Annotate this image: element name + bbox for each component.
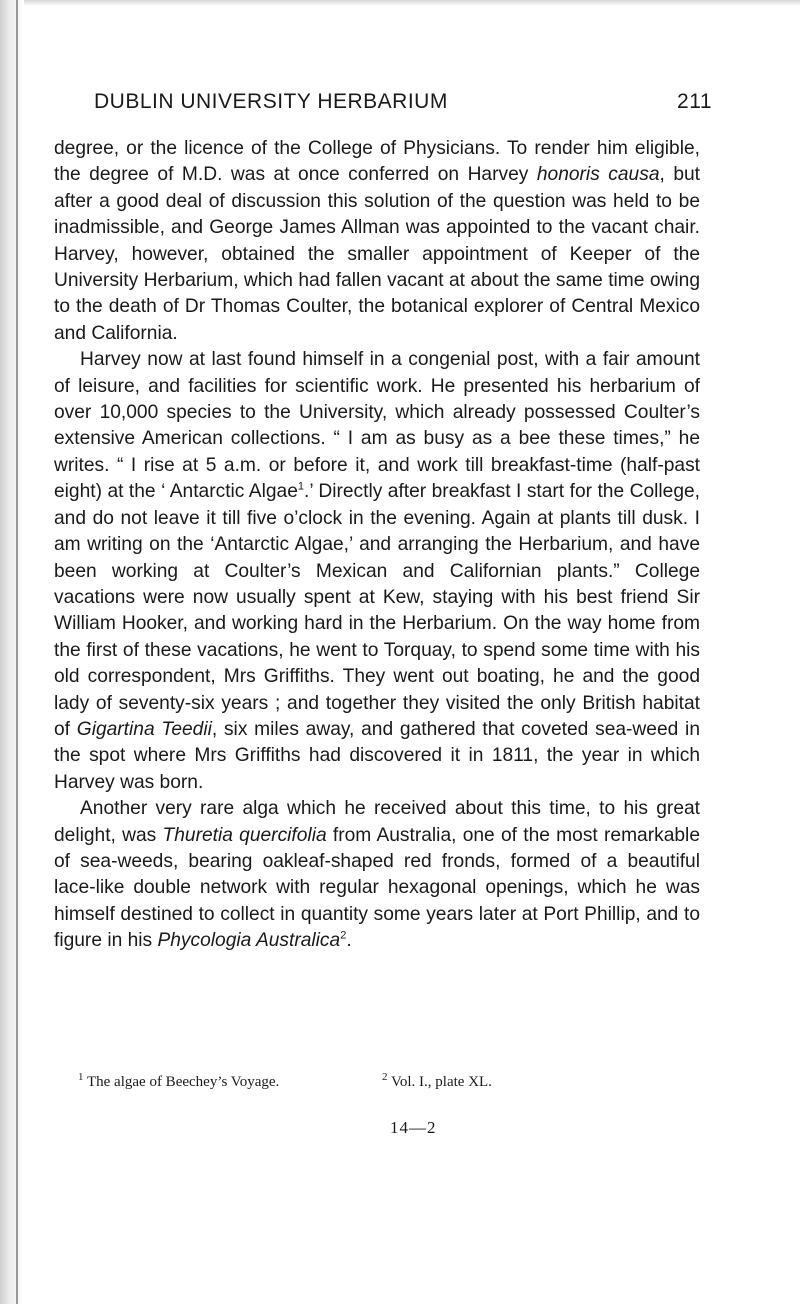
footnote-reference: 2 (340, 929, 347, 942)
footnote-reference: 1 (297, 480, 304, 493)
italic-term: Gigartina Teedii (76, 718, 212, 740)
footnote-text: The algae of Beechey’s Voyage. (83, 1074, 280, 1090)
binding-edge-line (16, 0, 18, 1304)
page-number: 211 (677, 90, 712, 113)
text-run: , six miles away, and gathered that coveted sea-weed in the spot where Mrs Griffiths had discovered it in 1811, the year in which Harvey was born. (54, 718, 700, 793)
footnote-marker: 1 (78, 1071, 84, 1083)
running-title: DUBLIN UNIVERSITY HERBARIUM (94, 90, 448, 113)
paragraph-3 (54, 796, 700, 954)
text-run: degree, or the licence of the College of Physicians. To render him eligible, the degree of M.D. was at once conferred on Harvey (54, 138, 700, 186)
footnote-marker: 2 (382, 1071, 388, 1083)
text-run: . (346, 930, 352, 952)
page-top-shadow (0, 0, 800, 6)
binding-gutter (0, 0, 24, 1304)
book-page (54, 84, 772, 1137)
text-run: Another very rare alga which he received about this time, to his great delight, was (54, 798, 700, 846)
body-text (54, 136, 700, 955)
footnote-text: Vol. I., plate XL. (387, 1074, 492, 1090)
running-header (54, 84, 772, 124)
footnote-2 (382, 1071, 492, 1091)
signature-mark: 14—2 (390, 1118, 437, 1137)
text-run: from Australia, one of the most remarkable of sea-weeds, bearing oakleaf-shaped red fronds, formed of a beautiful lace-like double network with regular hexagonal openings, which he was himself destined to collect in quantity some years later at Port Phillip, and to figure in his (54, 824, 700, 952)
paragraph-1 (54, 136, 700, 347)
paragraph-2 (54, 347, 700, 796)
footnote-1 (78, 1071, 280, 1091)
italic-term: honoris causa (536, 164, 660, 186)
italic-term: Phycologia Australica (157, 930, 341, 952)
text-run: Harvey now at last found himself in a congenial post, with a fair amount of leisure, and facilities for scientific work. He presented his herbarium of over 10,000 species to the University, which already possessed Coulter’s extensive American collections. “ I am as busy as a bee these times,” he writes. “ I rise at 5 a.m. or before it, and work till breakfast-time (half-past eight) at the ‘ Antarctic Algae (54, 349, 700, 503)
text-run: .’ Directly after breakfast I start for the College, and do not leave it till five o’clock in the evening. Again at plants till dusk. I am writing on the ‘Antarctic Algae,’ and arranging the Herbarium, and have been working at Coulter’s Mexican and Californian plants.” College vacations were now usually spent at Kew, staying with his best friend Sir William Hooker, and working hard in the Herbarium. On the way home from the first of these vacations, he went to Torquay, to spend some time with his old correspondent, Mrs Griffiths. They went out boating, he and the good lady of seventy-six years ; and together they visited the only British habitat of (54, 481, 701, 740)
italic-term: Thuretia quercifolia (162, 824, 327, 846)
text-run: , but after a good deal of discussion this solution of the question was held to be inadmissible, and George James Allman was appointed to the vacant chair. Harvey, however, obtained the smaller appointment of Keeper of the University Herbarium, which had fallen vacant at about the same time owing to the death of Dr Thomas Coulter, the botanical explorer of Central Mexico and California. (54, 164, 701, 344)
